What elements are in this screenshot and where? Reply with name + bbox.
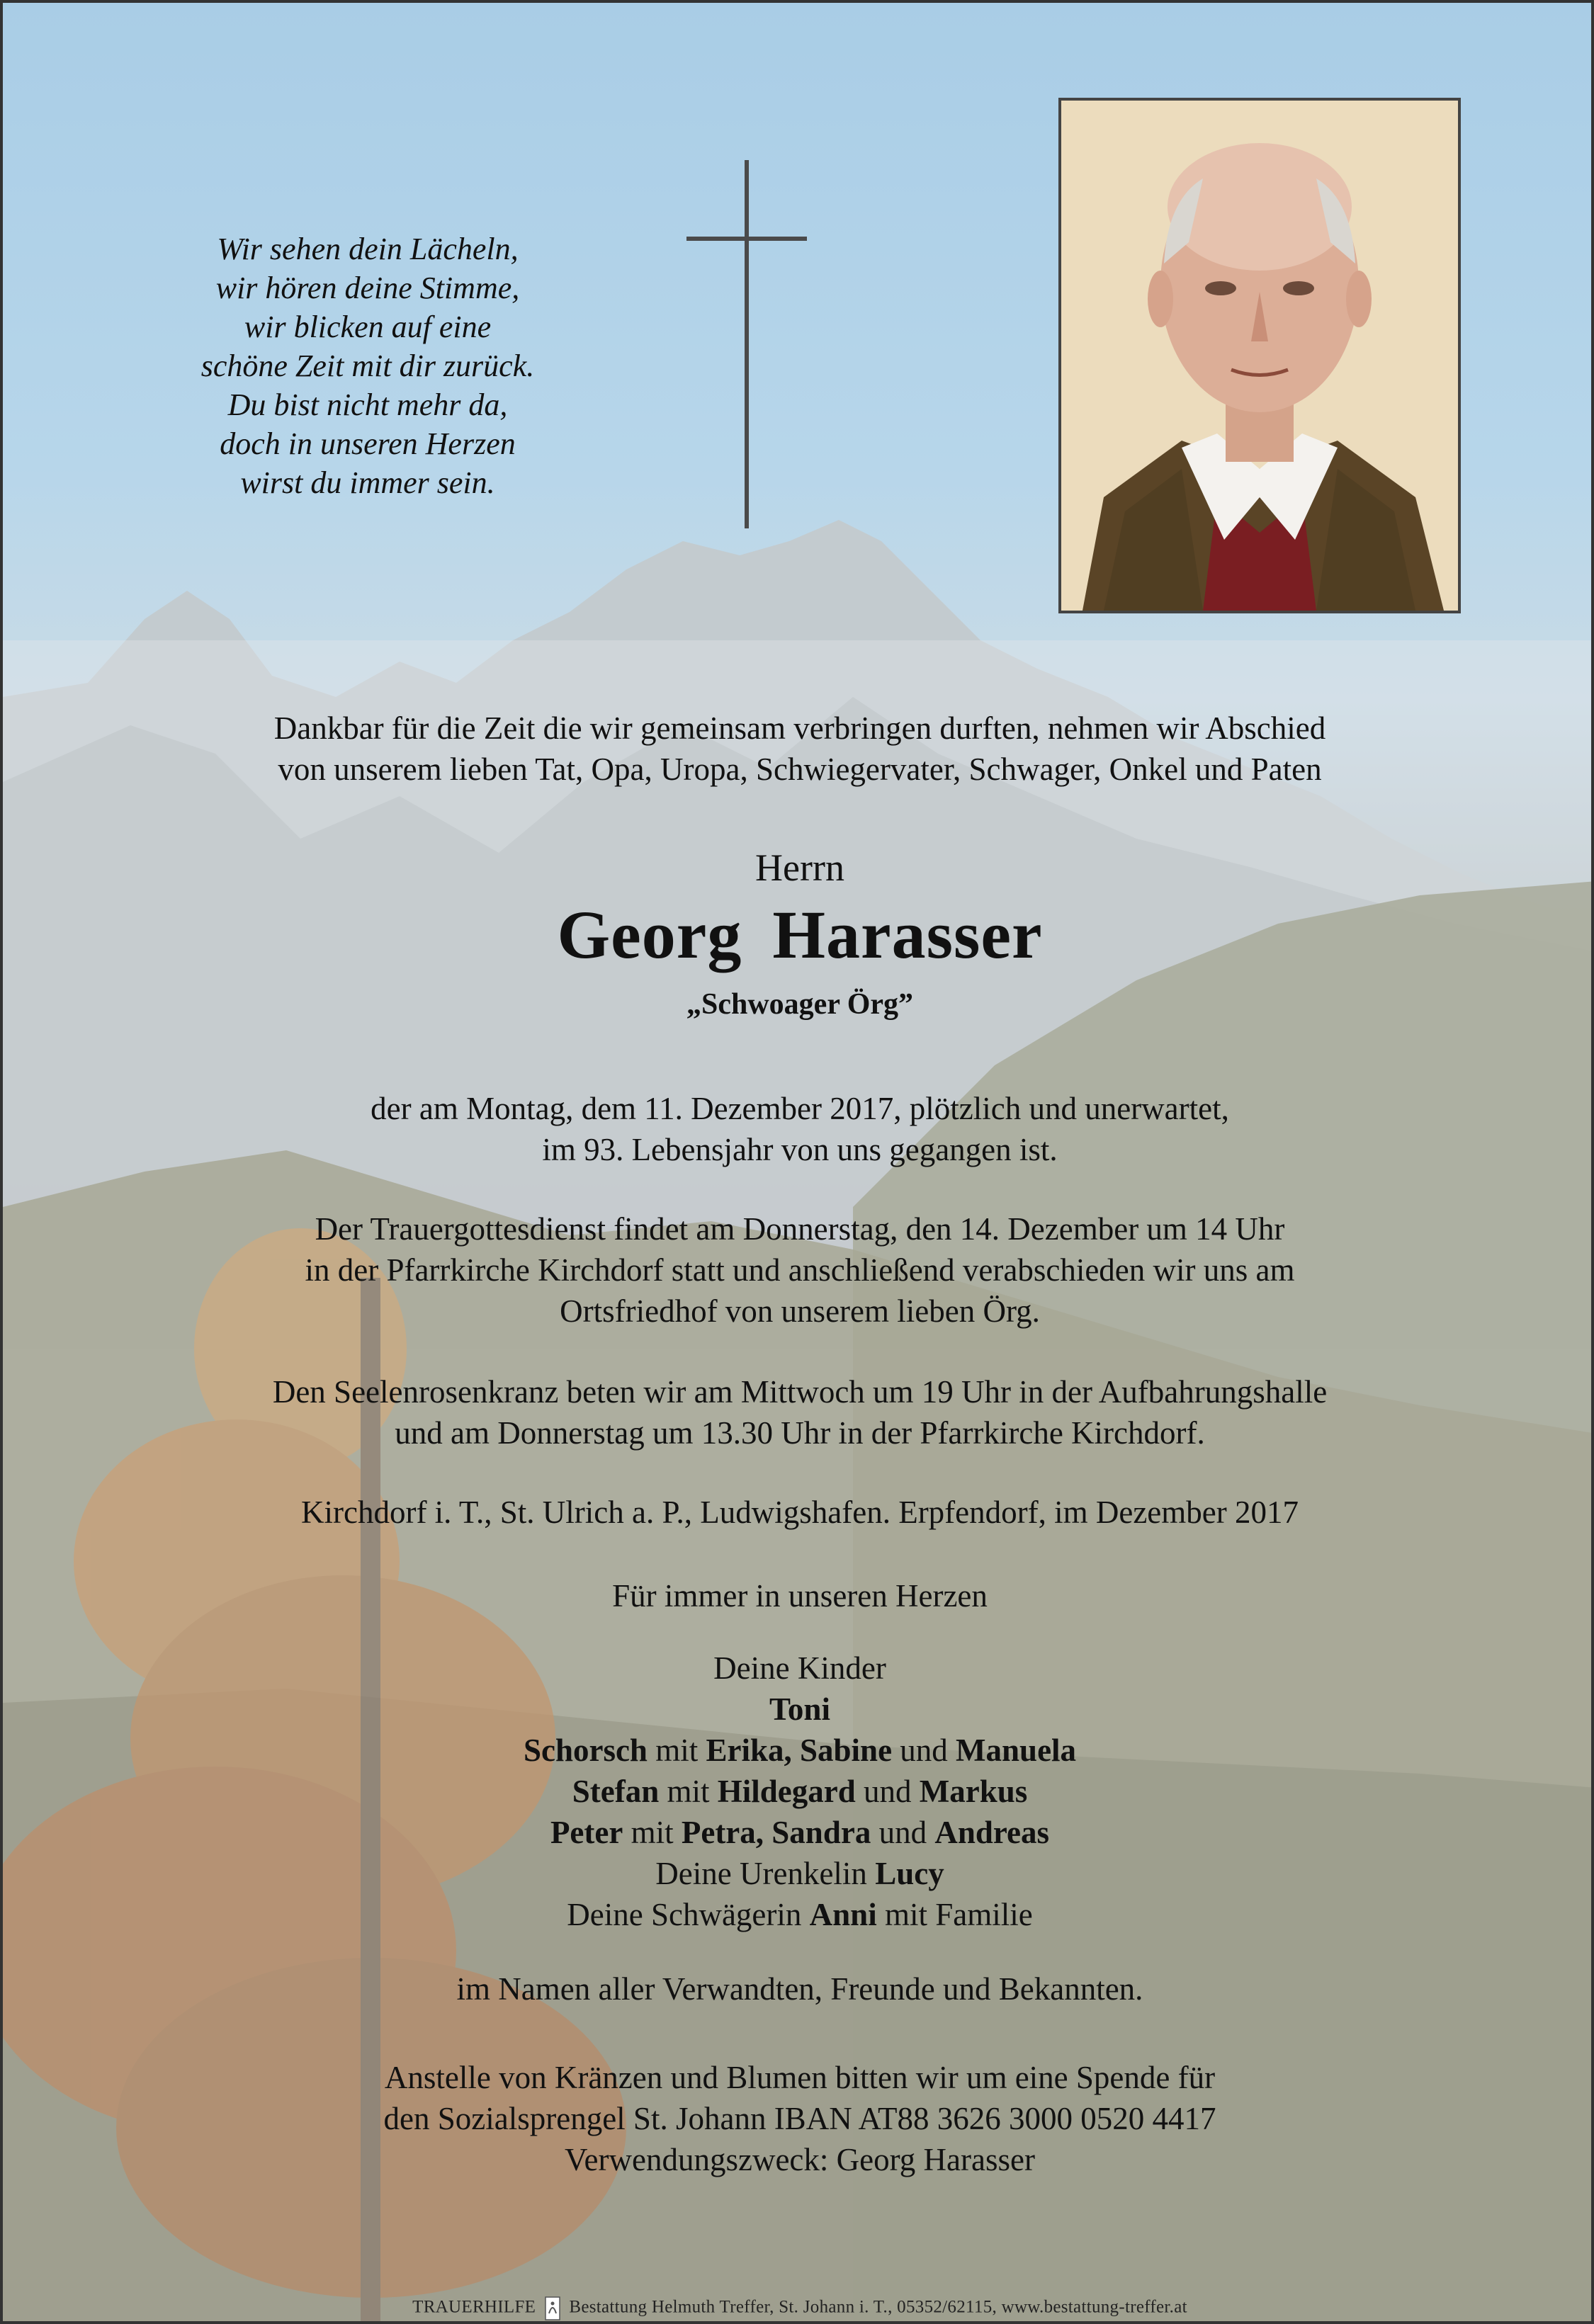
family-line	[74, 1812, 1526, 1853]
poem-line: schöne Zeit mit dir zurück.	[200, 348, 535, 383]
connector-text: und	[864, 1774, 912, 1809]
funeral-home-logo-icon	[545, 2296, 560, 2320]
relative-name: Anni	[809, 1897, 877, 1932]
donation-line: den Sozialsprengel St. Johann IBAN AT88 3626 3000 0520 4417	[383, 2101, 1216, 2136]
relative-name: Manuela	[956, 1733, 1077, 1768]
connector-text: mit	[631, 1815, 674, 1850]
family-line	[74, 1853, 1526, 1894]
family-line	[74, 1730, 1526, 1771]
salutation: Herrn	[755, 846, 844, 889]
death-line: der am Montag, dem 11. Dezember 2017, plötzlich und unerwartet,	[371, 1091, 1229, 1126]
connector-text: mit	[667, 1774, 710, 1809]
donation-line: Verwendungszweck: Georg Harasser	[565, 2142, 1035, 2177]
connector-text: und	[878, 1815, 927, 1850]
relation-label: Deine Urenkelin	[655, 1856, 867, 1891]
service-line: Ortsfriedhof von unserem lieben Örg.	[560, 1293, 1040, 1329]
funeral-service-info	[74, 1208, 1526, 1332]
footer-brand: TRAUERHILFE	[412, 2297, 536, 2317]
cross-icon	[686, 160, 807, 528]
intro-line: Dankbar für die Zeit die wir gemeinsam verbringen durften, nehmen wir Abschied	[273, 710, 1326, 746]
child-name: Toni	[769, 1691, 830, 1727]
rosary-line: und am Donnerstag um 13.30 Uhr in der Pfarrkirche Kirchdorf.	[395, 1415, 1205, 1451]
relative-name: Andreas	[934, 1815, 1050, 1850]
relative-name: Markus	[919, 1774, 1028, 1809]
forever-in-hearts: Für immer in unseren Herzen	[612, 1578, 988, 1614]
relative-name: Lucy	[875, 1856, 944, 1891]
family-mourners	[74, 1648, 1526, 1935]
death-line: im 93. Lebensjahr von uns gegangen ist.	[542, 1132, 1058, 1167]
poem-line: Du bist nicht mehr da,	[227, 387, 508, 422]
intro-line: von unserem lieben Tat, Opa, Uropa, Schwiegervater, Schwager, Onkel und Paten	[278, 752, 1322, 787]
poem-line: wirst du immer sein.	[240, 465, 495, 500]
portrait-photo	[1058, 98, 1461, 613]
deceased-name: Georg Harasser	[557, 897, 1043, 973]
connector-text: mit	[655, 1733, 699, 1768]
poem-line: doch in unseren Herzen	[220, 426, 516, 461]
rosary-info	[74, 1371, 1526, 1453]
connector-text: mit Familie	[884, 1897, 1033, 1932]
poem-line: wir hören deine Stimme,	[215, 271, 520, 305]
on-behalf-statement: im Namen aller Verwandten, Freunde und Bekannten.	[456, 1971, 1143, 2007]
relative-names: Erika, Sabine	[706, 1733, 893, 1768]
children-heading: Deine Kinder	[713, 1650, 886, 1686]
donation-request	[74, 2057, 1526, 2180]
nickname: „Schwoager Örg”	[686, 988, 914, 1021]
poem-line: wir blicken auf eine	[244, 310, 492, 344]
relative-names: Petra, Sandra	[681, 1815, 871, 1850]
poem-line: Wir sehen dein Lächeln,	[217, 232, 519, 266]
family-line	[74, 1771, 1526, 1812]
place-and-date: Kirchdorf i. T., St. Ulrich a. P., Ludwigshafen. Erpfendorf, im Dezember 2017	[301, 1495, 1299, 1530]
portrait-of-deceased	[1061, 101, 1458, 611]
service-line: Der Trauergottesdienst findet am Donnerstag, den 14. Dezember um 14 Uhr	[315, 1211, 1285, 1247]
donation-line: Anstelle von Kränzen und Blumen bitten wir um eine Spende für	[384, 2060, 1216, 2095]
funeral-home-footer	[3, 2296, 1594, 2320]
rosary-line: Den Seelenrosenkranz beten wir am Mittwoch um 19 Uhr in der Aufbahrungshalle	[272, 1374, 1328, 1410]
memorial-poem	[137, 229, 598, 502]
connector-text: und	[900, 1733, 948, 1768]
service-line: in der Pfarrkirche Kirchdorf statt und anschließend verabschieden wir uns am	[305, 1252, 1295, 1288]
footer-contact: Bestattung Helmuth Treffer, St. Johann i. T., 05352/62115, www.bestattung-treffer.at	[569, 2297, 1187, 2317]
child-name: Schorsch	[523, 1733, 648, 1768]
relation-label: Deine Schwägerin	[567, 1897, 802, 1932]
child-name: Stefan	[572, 1774, 660, 1809]
gratitude-intro	[127, 708, 1473, 790]
family-line	[74, 1894, 1526, 1935]
relative-name: Hildegard	[717, 1774, 856, 1809]
child-name: Peter	[550, 1815, 623, 1850]
death-notice	[74, 1088, 1526, 1170]
